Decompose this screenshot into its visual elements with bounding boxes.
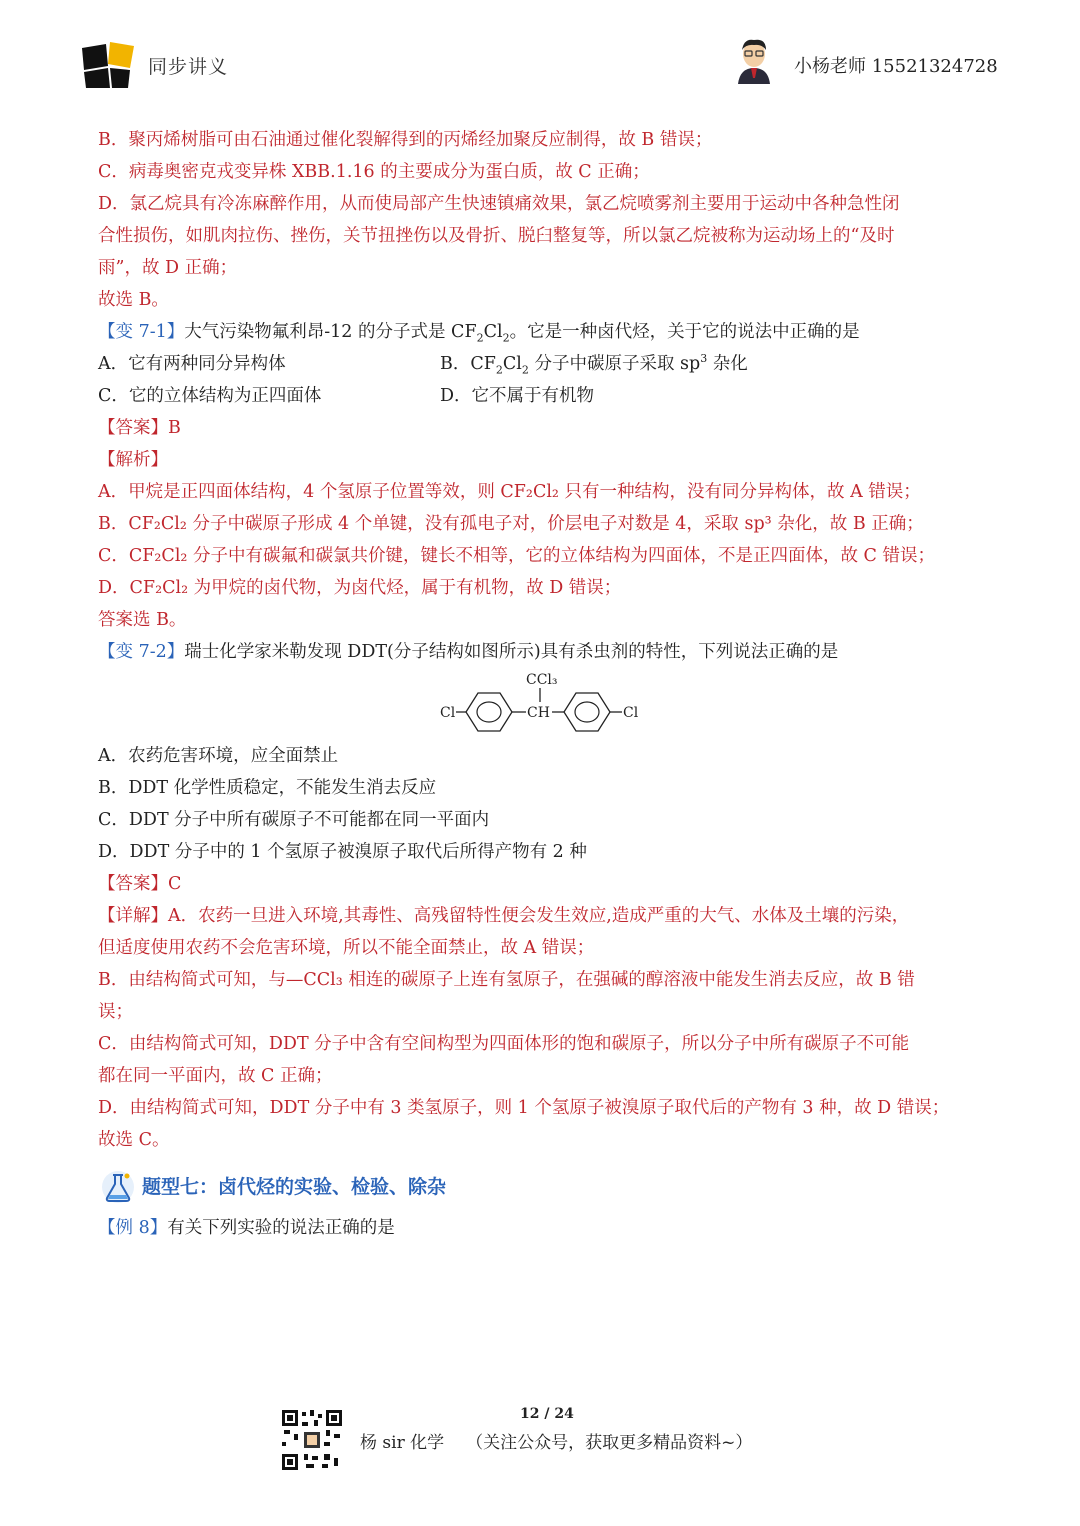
question-7-2-explanation-c-line1: C．由结构简式可知，DDT 分子中含有空间构型为四面体形的饱和碳原子，所以分子中所有碳原子不可能: [98, 1034, 910, 1054]
prev-explanation-d-line1: D．氯乙烷具有冷冻麻醉作用，从而使局部产生快速镇痛效果，氯乙烷喷雾剂主要用于运动中各种急性闭: [98, 194, 900, 214]
question-7-2-option-b: B．DDT 化学性质稳定，不能发生消去反应: [98, 778, 437, 798]
footer-text: [360, 1428, 774, 1453]
option-d: D．它不属于有机物: [440, 386, 595, 406]
section-title: 题型七：卤代烃的实验、检验、除杂: [142, 1176, 447, 1198]
page-number: 12 / 24: [520, 1406, 574, 1422]
footer-note: （关注公众号，获取更多精品资料~）: [466, 1433, 753, 1453]
mol-cl-right-label: Cl: [623, 705, 639, 721]
question-7-1-conclusion: 答案选 B。: [98, 610, 187, 630]
ddt-structure-diagram: [98, 668, 984, 740]
question-7-1-explanation-c: C．CF₂Cl₂ 分子中有碳氟和碳氯共价键，键长不相等，它的立体结构为四面体，不是正四面体，故 C 错误；: [98, 546, 936, 566]
question-7-1-options-row2: [98, 380, 984, 412]
question-7-1-stem: 【变 7-1】大气污染物氟利昂-12 的分子式是 $CF_2Cl_2$。它是一种卤代烃，关于它的说法中正确的是: [98, 322, 860, 345]
question-7-2-option-d: D．DDT 分子中的 1 个氢原子被溴原子取代后所得产物有 2 种: [98, 842, 587, 862]
question-7-1-explanation-b: B．CF₂Cl₂ 分子中碳原子形成 4 个单键，没有孤电子对，价层电子对数是 4，采取 sp³ 杂化，故 B 正确；: [98, 514, 924, 534]
question-7-2-explanation-a-line2: 但适度使用农药不会危害环境，所以不能全面禁止，故 A 错误；: [98, 938, 595, 958]
question-7-1-explanation-d: D．CF₂Cl₂ 为甲烷的卤代物，为卤代烃，属于有机物，故 D 错误；: [98, 578, 622, 598]
logo-icon: [80, 40, 136, 90]
question-7-2-explanation-d: D．由结构简式可知，DDT 分子中有 3 类氢原子，则 1 个氢原子被溴原子取代后的产物有 3 种，故 D 错误；: [98, 1098, 950, 1118]
page-header: [0, 0, 1080, 110]
mol-ccl3-label: CCl₃: [526, 672, 558, 688]
mol-ch-label: CH: [527, 705, 550, 721]
teacher-contact: 小杨老师 15521324728: [794, 56, 998, 77]
page-footer: [0, 1400, 1080, 1480]
question-7-1-explanation-a: A．甲烷是正四面体结构，4 个氢原子位置等效，则 CF₂Cl₂ 只有一种结构，没有同分异构体，故 A 错误；: [98, 482, 921, 502]
example-8-stem: 【例 8】有关下列实验的说法正确的是: [98, 1218, 395, 1238]
header-title: 同步讲义: [148, 56, 229, 78]
option-b: B．$CF_2Cl_2$ 分子中碳原子采取 $sp^3$ 杂化: [440, 352, 748, 377]
prev-explanation-c: C．病毒奥密克戎变异株 XBB.1.16 的主要成分为蛋白质，故 C 正确；: [98, 162, 650, 182]
teacher-avatar-icon: [734, 38, 774, 84]
option-a: A．它有两种同分异构体: [98, 354, 286, 374]
question-7-1-options-row1: [98, 348, 984, 380]
flask-icon: [98, 1167, 138, 1207]
qr-code-icon: [280, 1408, 344, 1472]
question-7-1-answer: 【答案】B: [98, 418, 181, 438]
question-7-1-analysis-label: 【解析】: [98, 450, 168, 470]
document-body: [98, 124, 984, 1244]
ddt-molecule-svg: [428, 668, 658, 740]
question-7-2-explanation-b-line1: B．由结构简式可知，与—CCl₃ 相连的碳原子上连有氢原子，在强碱的醇溶液中能发生消去反应，故 B 错: [98, 970, 915, 990]
question-7-2-tag: 【变 7-2】: [98, 642, 185, 662]
prev-explanation-b: B．聚丙烯树脂可由石油通过催化裂解得到的丙烯经加聚反应制得，故 B 错误；: [98, 130, 713, 150]
question-7-2-option-a: A．农药危害环境，应全面禁止: [98, 746, 339, 766]
example-8-tag: 【例 8】: [98, 1218, 168, 1238]
question-7-2-answer: 【答案】C: [98, 874, 182, 894]
question-7-2-option-c: C．DDT 分子中所有碳原子不可能都在同一平面内: [98, 810, 490, 830]
footer-brand: 杨 sir 化学: [360, 1433, 445, 1453]
prev-conclusion: 故选 B。: [98, 290, 169, 310]
question-7-1-tag: 【变 7-1】: [98, 322, 185, 342]
question-7-2-explanation-a-line1: 【详解】A．农药一旦进入环境,其毒性、高残留特性便会发生效应,造成严重的大气、水体及土壤的污染，: [98, 906, 910, 926]
question-7-2-explanation-c-line2: 都在同一平面内，故 C 正确；: [98, 1066, 333, 1086]
question-7-2-explanation-b-line2: 误；: [98, 1002, 133, 1022]
question-7-2-stem: 【变 7-2】瑞士化学家米勒发现 DDT(分子结构如图所示)具有杀虫剂的特性，下列说法正确的是: [98, 642, 839, 662]
mol-cl-left-label: Cl: [440, 705, 456, 721]
question-7-2-conclusion: 故选 C。: [98, 1130, 170, 1150]
section-heading: [98, 1162, 984, 1212]
prev-explanation-d-line3: 雨”，故 D 正确；: [98, 258, 238, 278]
prev-explanation-d-line2: 合性损伤，如肌肉拉伤、挫伤，关节扭挫伤以及骨折、脱臼整复等，所以氯乙烷被称为运动场上的“及时: [98, 226, 895, 246]
option-c: C．它的立体结构为正四面体: [98, 386, 322, 406]
